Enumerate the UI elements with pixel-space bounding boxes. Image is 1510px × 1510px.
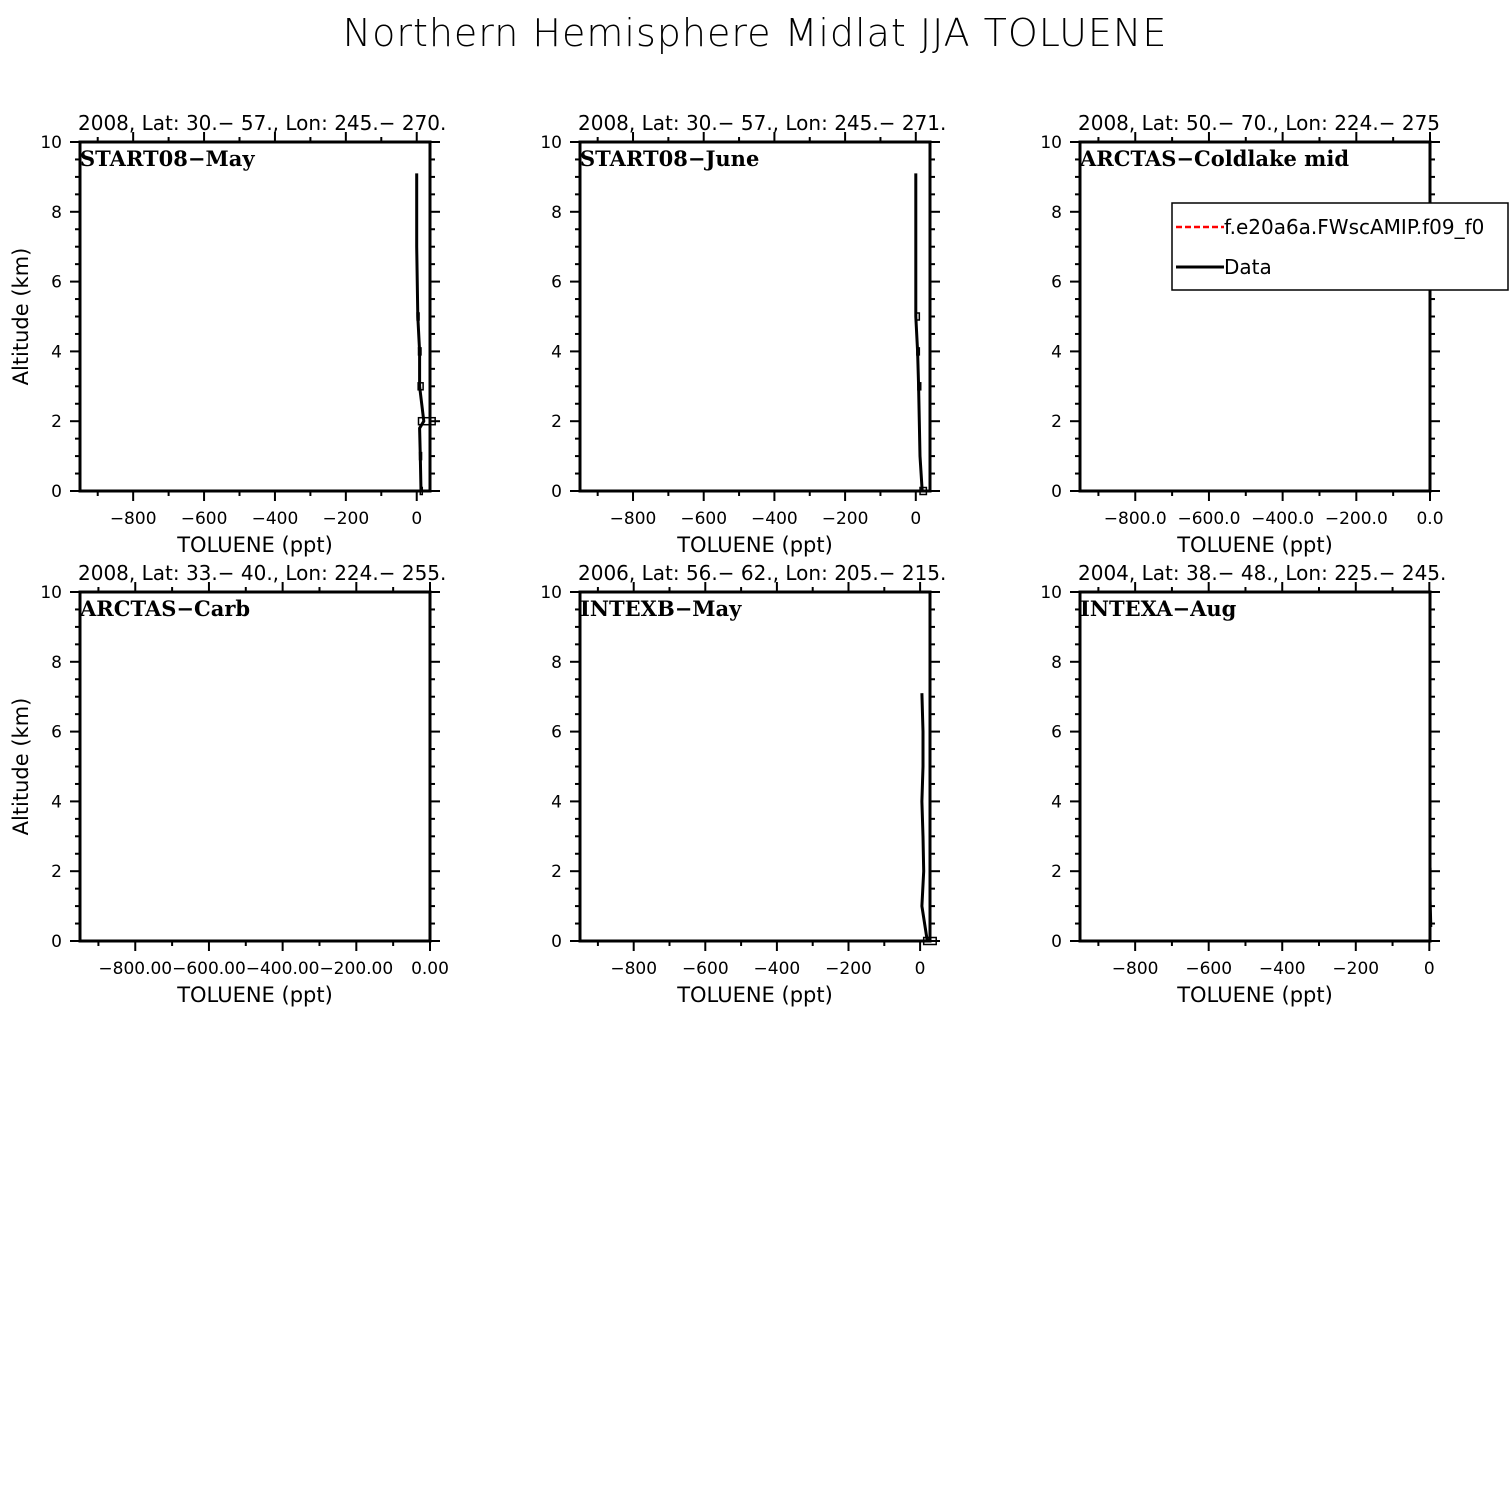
x-tick-label: −200 <box>821 509 869 529</box>
y-tick-label: 2 <box>51 412 62 433</box>
y-tick-label: 6 <box>51 722 62 743</box>
x-tick-label: −600.00 <box>172 959 246 979</box>
campaign-label: INTEXB−May <box>580 596 742 621</box>
y-tick-label: 0 <box>1051 932 1062 952</box>
x-tick-label: 0 <box>910 509 922 529</box>
y-tick-label: 10 <box>1040 133 1062 153</box>
legend-entry-label: f.e20a6a.FWscAMIP.f09_f0 <box>1224 215 1485 239</box>
panel-header: 2008, Lat: 50.− 70., Lon: 224.− 275 <box>1078 111 1441 135</box>
legend <box>1172 203 1508 290</box>
panel-header: 2008, Lat: 30.− 57., Lon: 245.− 271. <box>578 111 947 135</box>
y-tick-label: 2 <box>1051 412 1062 433</box>
y-tick-label: 6 <box>1051 272 1062 293</box>
x-axis-title: TOLUENE (ppt) <box>177 533 333 557</box>
x-tick-label: −600.0 <box>1177 509 1241 529</box>
campaign-label: ARCTAS−Coldlake mid <box>1080 146 1350 171</box>
x-tick-label: −200.0 <box>1324 509 1388 529</box>
y-tick-label: 10 <box>1040 583 1062 603</box>
y-tick-label: 8 <box>51 652 62 673</box>
x-tick-label: 0 <box>411 509 423 529</box>
y-tick-label: 10 <box>40 133 62 153</box>
campaign-label: START08−May <box>80 146 255 171</box>
legend-entry-label: Data <box>1224 255 1272 279</box>
y-axis-title: Altitude (km) <box>9 697 33 836</box>
y-tick-label: 10 <box>40 583 62 603</box>
x-tick-label: −200 <box>1332 959 1380 979</box>
y-tick-label: 10 <box>540 583 562 603</box>
x-tick-label: −800 <box>609 509 657 529</box>
x-tick-label: −400 <box>751 509 798 529</box>
y-tick-label: 2 <box>551 412 562 433</box>
panel-header: 2004, Lat: 38.− 48., Lon: 225.− 245. <box>1078 561 1447 585</box>
page-title: Northern Hemisphere Midlat JJA TOLUENE <box>342 11 1168 55</box>
y-tick-label: 6 <box>1051 722 1062 743</box>
campaign-label: START08−June <box>580 146 760 171</box>
panel-header: 2008, Lat: 30.− 57., Lon: 245.− 270. <box>78 111 447 135</box>
x-axis-title: TOLUENE (ppt) <box>1177 983 1333 1007</box>
panel-header: 2008, Lat: 33.− 40., Lon: 224.− 255. <box>78 561 447 585</box>
x-tick-label: −400 <box>251 509 299 529</box>
x-tick-label: −600 <box>180 509 228 529</box>
y-tick-label: 6 <box>551 722 562 743</box>
y-tick-label: 0 <box>551 932 562 952</box>
y-tick-label: 4 <box>1051 342 1062 363</box>
x-tick-label: −400 <box>753 959 801 979</box>
x-tick-label: 0.00 <box>411 959 449 979</box>
x-tick-label: −200.00 <box>319 959 394 979</box>
y-tick-label: 10 <box>540 133 562 153</box>
y-tick-label: 4 <box>1051 792 1062 813</box>
x-tick-label: −400.0 <box>1251 509 1315 529</box>
campaign-label: ARCTAS−Carb <box>80 596 251 621</box>
x-tick-label: −600 <box>1185 959 1233 979</box>
x-tick-label: −200 <box>825 959 872 979</box>
y-tick-label: 4 <box>51 792 62 813</box>
y-tick-label: 8 <box>1051 202 1062 223</box>
x-tick-label: 0 <box>1423 959 1435 979</box>
x-axis-title: TOLUENE (ppt) <box>177 983 333 1007</box>
x-tick-label: −200 <box>322 509 370 529</box>
x-tick-label: −800.00 <box>98 959 173 979</box>
y-tick-label: 0 <box>551 482 562 502</box>
y-tick-label: 0 <box>1051 482 1062 502</box>
x-tick-label: 0 <box>914 959 926 979</box>
y-axis-title: Altitude (km) <box>9 247 33 386</box>
y-tick-label: 0 <box>51 482 62 502</box>
x-tick-label: −400 <box>1258 959 1306 979</box>
y-tick-label: 8 <box>551 202 562 223</box>
campaign-label: INTEXA−Aug <box>1080 596 1237 621</box>
x-tick-label: −400.00 <box>245 959 320 979</box>
x-tick-label: −600 <box>681 959 729 979</box>
x-tick-label: −800 <box>610 959 658 979</box>
x-tick-label: −600 <box>680 509 728 529</box>
y-tick-label: 6 <box>551 272 562 293</box>
x-axis-title: TOLUENE (ppt) <box>677 533 833 557</box>
x-tick-label: 0.0 <box>1416 509 1444 529</box>
x-axis-title: TOLUENE (ppt) <box>677 983 833 1007</box>
x-tick-label: −800.0 <box>1103 509 1167 529</box>
y-tick-label: 2 <box>51 862 62 883</box>
y-tick-label: 2 <box>551 862 562 883</box>
y-tick-label: 2 <box>1051 862 1062 883</box>
x-tick-label: −800 <box>109 509 157 529</box>
x-tick-label: −800 <box>1111 959 1159 979</box>
y-tick-label: 8 <box>551 652 562 673</box>
y-tick-label: 6 <box>51 272 62 293</box>
y-tick-label: 4 <box>51 342 62 363</box>
y-tick-label: 4 <box>551 792 562 813</box>
panel-header: 2006, Lat: 56.− 62., Lon: 205.− 215. <box>578 561 947 585</box>
y-tick-label: 4 <box>551 342 562 363</box>
x-axis-title: TOLUENE (ppt) <box>1177 533 1333 557</box>
y-tick-label: 8 <box>1051 652 1062 673</box>
y-tick-label: 8 <box>51 202 62 223</box>
y-tick-label: 0 <box>51 932 62 952</box>
